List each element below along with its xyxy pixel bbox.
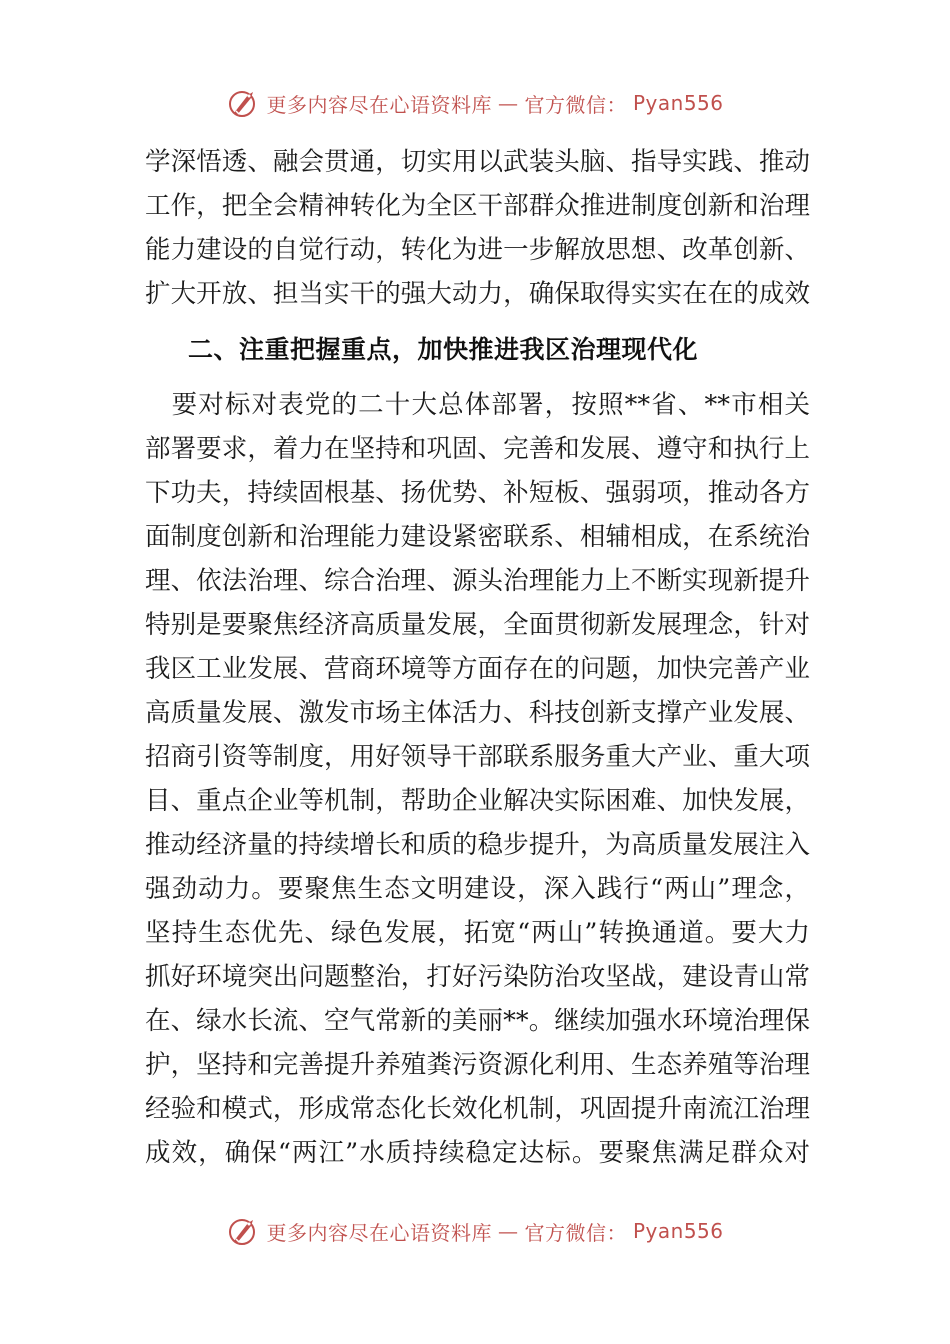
watermark-dash: —	[497, 91, 519, 115]
text-line: 成效，确保“两江”水质持续稳定达标。要聚焦满足群众对	[145, 1138, 810, 1168]
paragraph-continuation	[145, 140, 810, 316]
watermark-account: Pyan556	[632, 91, 724, 115]
watermark-footer	[0, 1214, 950, 1248]
text-line: 部署要求，着力在坚持和巩固、完善和发展、遵守和执行上	[145, 434, 810, 464]
text-line: 能力建设的自觉行动，转化为进一步解放思想、改革创新、	[145, 235, 810, 265]
pen-nib-logo-icon	[226, 1214, 260, 1248]
text-line: 护，坚持和完善提升养殖粪污资源化利用、生态养殖等治理	[145, 1050, 810, 1080]
watermark-account: Pyan556	[632, 1219, 724, 1243]
text-line: 坚持生态优先、绿色发展，拓宽“两山”转换通道。要大力	[145, 918, 810, 948]
paragraph-main	[145, 383, 810, 1175]
section-heading: 二、注重把握重点，加快推进我区治理现代化	[188, 335, 699, 364]
text-line: 理、依法治理、综合治理、源头治理能力上不断实现新提升	[145, 566, 810, 596]
text-line: 工作，把全会精神转化为全区干部群众推进制度创新和治理	[145, 191, 810, 221]
text-line: 招商引资等制度，用好领导干部联系服务重大产业、重大项	[145, 742, 810, 772]
text-line: 学深悟透、融会贯通，切实用以武装头脑、指导实践、推动	[145, 147, 810, 177]
text-line: 特别是要聚焦经济高质量发展，全面贯彻新发展理念，针对	[145, 610, 810, 640]
watermark-wechat-label: 官方微信：	[524, 92, 627, 117]
watermark-dash: —	[497, 1219, 519, 1243]
watermark-wechat-label: 官方微信：	[524, 1220, 627, 1245]
text-line: 经验和模式，形成常态化长效化机制，巩固提升南流江治理	[145, 1094, 810, 1124]
text-line: 推动经济量的持续增长和质的稳步提升，为高质量发展注入	[145, 830, 810, 860]
pen-nib-logo-icon	[226, 86, 260, 120]
text-line: 面制度创新和治理能力建设紧密联系、相辅相成，在系统治	[145, 522, 810, 552]
watermark-main-text: 更多内容尽在心语资料库	[266, 92, 492, 117]
watermark-header	[0, 86, 950, 120]
watermark-main-text: 更多内容尽在心语资料库	[266, 1220, 492, 1245]
text-line: 强劲动力。要聚焦生态文明建设，深入践行“两山”理念，	[145, 874, 810, 904]
text-line: 要对标对表党的二十大总体部署，按照**省、**市相关	[145, 390, 810, 420]
text-line: 抓好环境突出问题整治，打好污染防治攻坚战，建设青山常	[145, 962, 810, 992]
text-line: 扩大开放、担当实干的强大动力，确保取得实实在在的成效	[145, 279, 810, 309]
text-line: 下功夫，持续固根基、扬优势、补短板、强弱项，推动各方	[145, 478, 810, 508]
text-line: 在、绿水长流、空气常新的美丽**。继续加强水环境治理保	[145, 1006, 810, 1036]
text-line: 目、重点企业等机制，帮助企业解决实际困难、加快发展，	[145, 786, 810, 816]
text-line: 我区工业发展、营商环境等方面存在的问题，加快完善产业	[145, 654, 810, 684]
text-line: 高质量发展、激发市场主体活力、科技创新支撑产业发展、	[145, 698, 810, 728]
